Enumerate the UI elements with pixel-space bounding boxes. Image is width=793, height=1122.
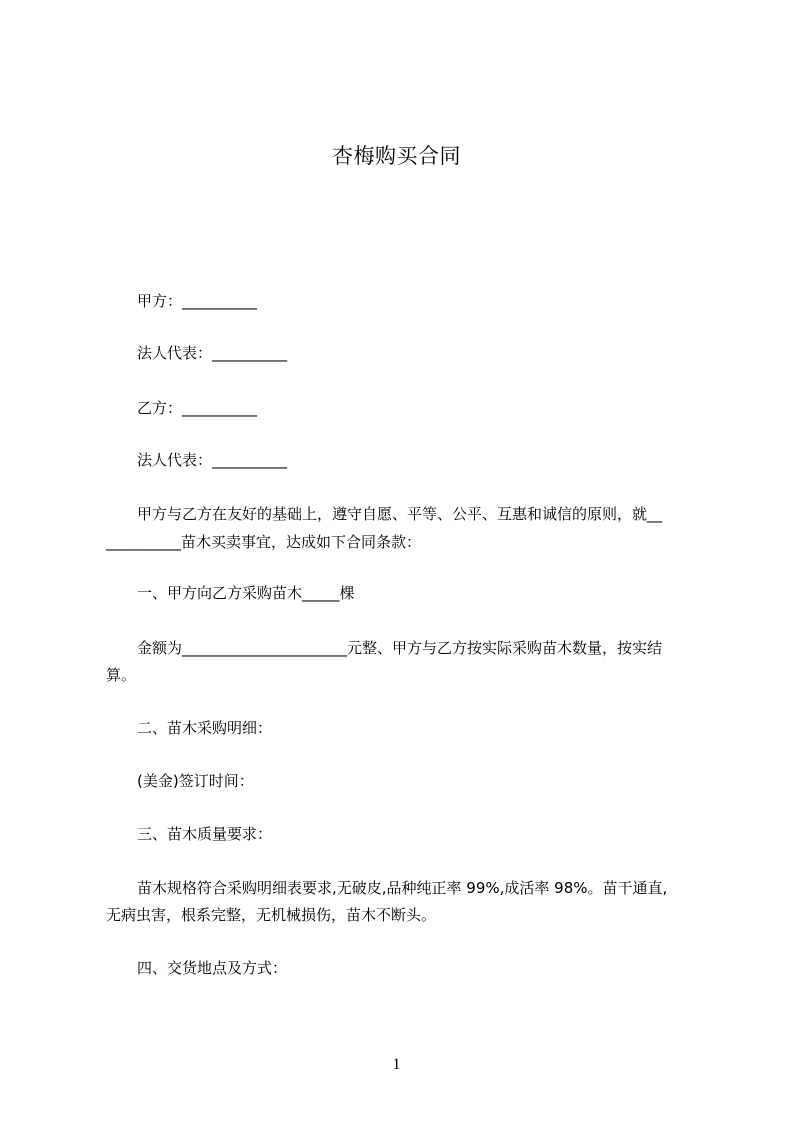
preamble-line-2: __________苗木买卖事宜，达成如下合同条款： [106, 533, 422, 551]
amount-line-2: 算。 [106, 666, 137, 684]
quality-line-2: 无病虫害，根系完整，无机械损伤，苗木不断头。 [106, 906, 437, 924]
page-number: 1 [392, 1056, 401, 1073]
party-a-field: 甲方：__________ [137, 292, 258, 310]
document-title: 杏梅购买合同 [332, 144, 461, 168]
signing-time-line: (美金)签订时间： [137, 772, 254, 790]
party-b-field: 乙方：__________ [137, 399, 258, 417]
preamble-line-1: 甲方与乙方在友好的基础上，遵守自愿、平等、公平、互惠和诚信的原则，就__ [137, 505, 663, 523]
quality-line-1: 苗木规格符合采购明细表要求,无破皮,品种纯正率 99%,成活率 98%。苗干通直, [137, 879, 668, 897]
party-b-representative-field: 法人代表：__________ [137, 451, 288, 469]
clause-1-heading: 一、甲方向乙方采购苗木_____棵 [137, 584, 355, 602]
amount-line-1: 金额为______________________元整、甲方与乙方按实际采购苗木数量，按实结 [137, 639, 663, 657]
clause-2-heading: 二、苗木采购明细： [137, 719, 273, 737]
party-a-representative-field: 法人代表：__________ [137, 344, 288, 362]
clause-3-heading: 三、苗木质量要求： [137, 825, 273, 843]
clause-4-heading: 四、交货地点及方式： [137, 959, 288, 977]
